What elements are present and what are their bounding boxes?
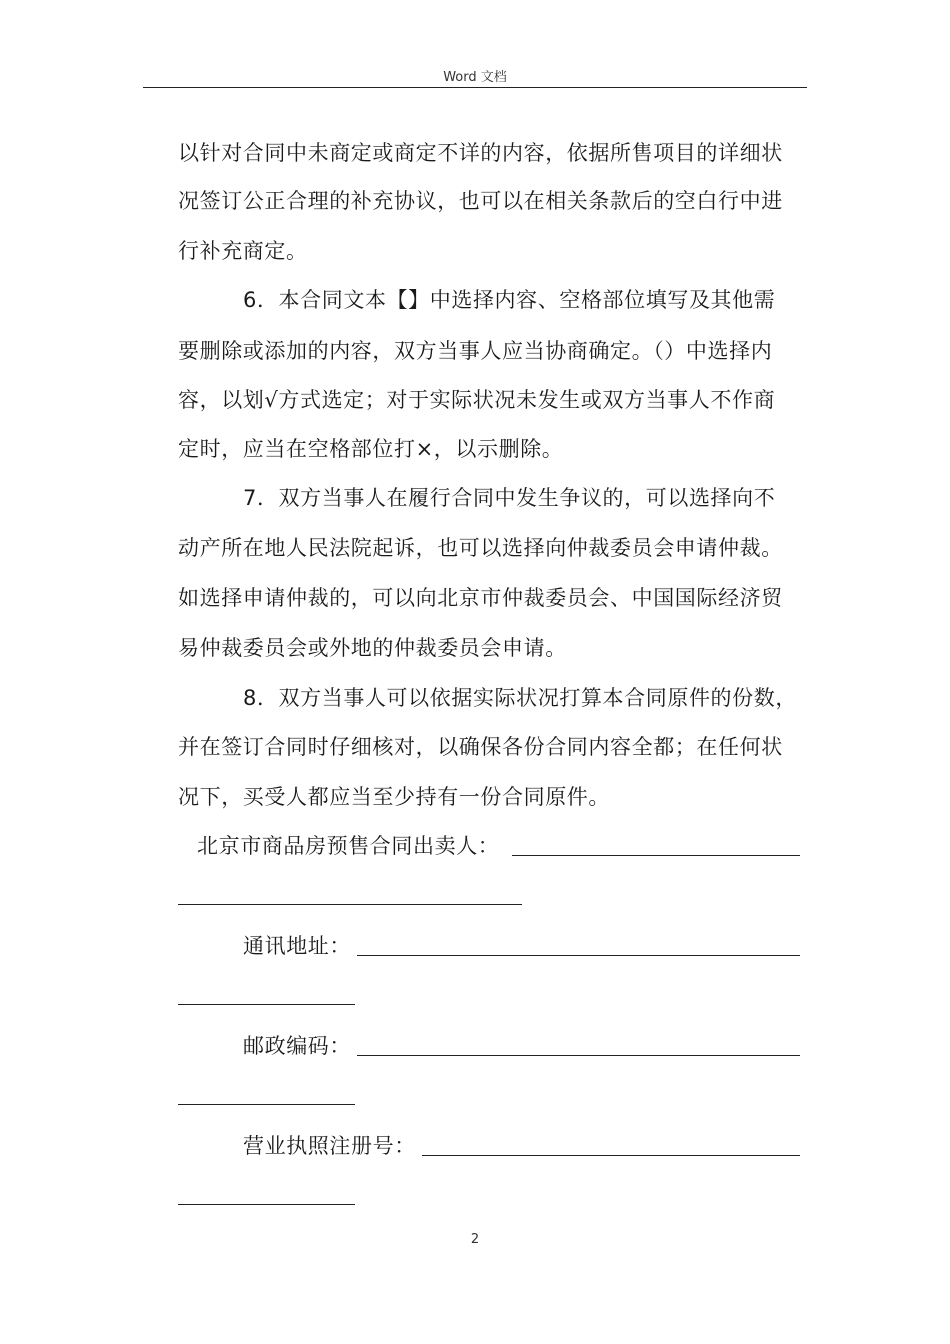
seller-blank-line-continued[interactable] — [178, 904, 522, 905]
paragraph-line: 7．双方当事人在履行合同中发生争议的，可以选择向不 — [243, 486, 776, 510]
license-label: 营业执照注册号： — [243, 1134, 416, 1158]
paragraph-line: 定时，应当在空格部位打×，以示删除。 — [178, 437, 564, 461]
seller-blank-line[interactable] — [512, 855, 800, 856]
postcode-blank-line[interactable] — [357, 1055, 800, 1056]
license-blank-line[interactable] — [422, 1155, 800, 1156]
license-blank-line-continued[interactable] — [178, 1204, 355, 1205]
paragraph-line: 况签订公正合理的补充协议，也可以在相关条款后的空白行中进 — [178, 189, 783, 213]
postcode-blank-line-continued[interactable] — [178, 1104, 355, 1105]
paragraph-line: 况下，买受人都应当至少持有一份合同原件。 — [178, 785, 610, 809]
page-number: 2 — [470, 1232, 480, 1247]
paragraph-line: 行补充商定。 — [178, 239, 308, 263]
header-divider — [143, 87, 807, 88]
paragraph-line: 6．本合同文本【】中选择内容、空格部位填写及其他需 — [243, 288, 776, 312]
address-label: 通讯地址： — [243, 934, 351, 958]
paragraph-line: 以针对合同中未商定或商定不详的内容，依据所售项目的详细状 — [178, 141, 783, 165]
paragraph-line: 并在签订合同时仔细核对，以确保各份合同内容全都；在任何状 — [178, 735, 783, 759]
address-blank-line-continued[interactable] — [178, 1004, 355, 1005]
paragraph-line: 如选择申请仲裁的，可以向北京市仲裁委员会、中国国际经济贸 — [178, 586, 783, 610]
paragraph-line: 动产所在地人民法院起诉，也可以选择向仲裁委员会申请仲裁。 — [178, 536, 783, 560]
paragraph-line: 容，以划√方式选定；对于实际状况未发生或双方当事人不作商 — [178, 388, 776, 412]
address-blank-line[interactable] — [357, 955, 800, 956]
paragraph-line: 8．双方当事人可以依据实际状况打算本合同原件的份数， — [243, 686, 797, 710]
document-header-title: Word 文档 — [443, 70, 507, 85]
paragraph-line: 易仲裁委员会或外地的仲裁委员会申请。 — [178, 636, 567, 660]
seller-label: 北京市商品房预售合同出卖人： — [197, 834, 500, 858]
paragraph-line: 要删除或添加的内容，双方当事人应当协商确定。（）中选择内 — [178, 339, 773, 363]
postcode-label: 邮政编码： — [243, 1034, 351, 1058]
